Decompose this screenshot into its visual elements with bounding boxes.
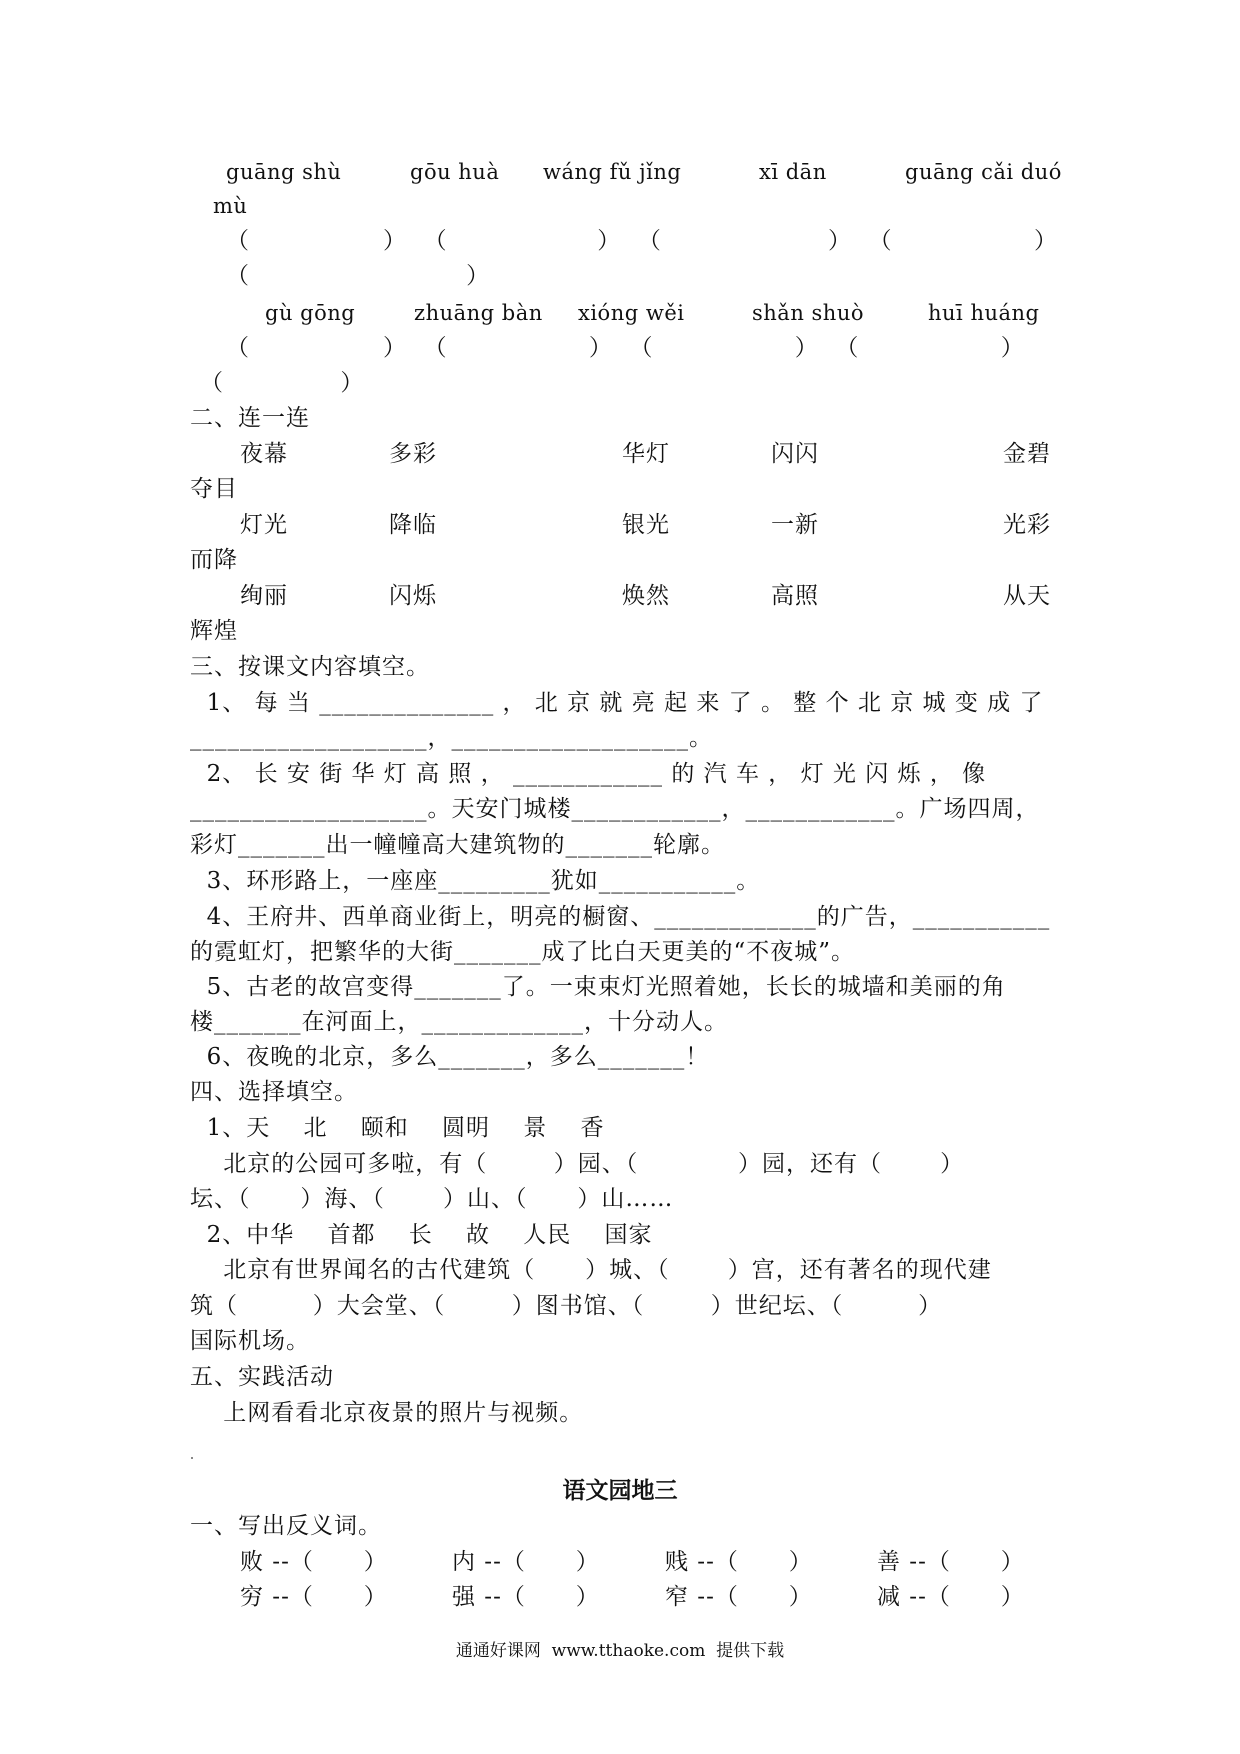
- fill-line: 6、夜晚的北京，多么_______，多么_______！: [190, 1044, 710, 1070]
- match-word: 金碧: [1003, 441, 1051, 467]
- antonym-item: 强 --（ ）: [452, 1584, 600, 1610]
- antonym-item: 败 --（ ）: [240, 1549, 388, 1575]
- choice-line: 1、天 北 颐和 圆明 景 香: [190, 1115, 605, 1141]
- pinyin-huihuang: huī huáng: [928, 301, 1040, 325]
- choice-line: 坛、（ ）海、（ ）山、（ ）山……: [190, 1186, 674, 1212]
- fill-line: 5、古老的故宫变得_______了。一束束灯光照着她，长长的城墙和美丽的角: [190, 974, 1006, 1000]
- antonym-item: 穷 --（ ）: [240, 1584, 388, 1610]
- answer-brackets-row1: （ ） （ ） （ ） （ ）: [226, 228, 1058, 254]
- match-word: 闪闪: [771, 441, 819, 467]
- footer-credit: 通通好课网 www.tthaoke.com 提供下载: [455, 1641, 785, 1661]
- pinyin-wangfujing: wáng fǔ jǐng: [543, 160, 682, 184]
- section2-heading: 二、连一连: [190, 405, 310, 431]
- answer-brackets-row2: （ ） （ ） （ ） （ ）: [226, 335, 1025, 361]
- match-word: 一新: [771, 512, 819, 538]
- pinyin-zhuangban: zhuāng bàn: [414, 301, 543, 325]
- fill-line: 4、王府井、西单商业街上，明亮的橱窗、_____________的广告，___________: [190, 904, 1051, 930]
- fill-line: 的霓虹灯，把繁华的大街_______成了比白天更美的“不夜城”。: [190, 939, 856, 965]
- match-word: 夜幕: [240, 441, 288, 467]
- pinyin-xiongwei: xióng wěi: [578, 301, 685, 325]
- choice-line: 筑（ ）大会堂、（ ）图书馆、（ ）世纪坛、（ ）: [190, 1293, 943, 1319]
- pinyin-xidan: xī dān: [759, 160, 827, 184]
- fill-line: 2、 长 安 街 华 灯 高 照 ， ____________ 的 汽 车 ， 灯 光 闪 烁 ， 像: [190, 761, 987, 787]
- choice-line: 国际机场。: [190, 1328, 310, 1354]
- antonym-item: 内 --（ ）: [452, 1549, 600, 1575]
- fill-line: 3、环形路上，一座座_________犹如___________。: [190, 868, 761, 894]
- match-word: 辉煌: [190, 618, 238, 644]
- fill-line: 彩灯_______出一幢幢高大建筑物的_______轮廓。: [190, 832, 725, 858]
- match-word: 高照: [771, 583, 819, 609]
- fill-line: ___________________，___________________。: [190, 725, 713, 751]
- answer-brackets-row2-tail: （ ）: [200, 370, 365, 396]
- choice-line: 北京有世界闻名的古代建筑（ ）城、（ ）宫，还有著名的现代建: [190, 1257, 992, 1283]
- choice-line: 2、中华 首都 长 故 人民 国家: [190, 1222, 653, 1248]
- match-word: 华灯: [622, 441, 670, 467]
- match-word: 灯光: [240, 512, 288, 538]
- match-word: 夺目: [190, 476, 238, 502]
- match-word: 银光: [622, 512, 670, 538]
- fill-line: 1、 每 当 ______________ ， 北 京 就 亮 起 来 了 。 整 个 北 京 城 变 成 了: [190, 690, 1044, 716]
- pinyin-gugong: gù gōng: [265, 301, 356, 325]
- match-word: 降临: [389, 512, 437, 538]
- fill-line: 楼_______在河面上，_____________，十分动人。: [190, 1009, 728, 1035]
- page-title: 语文园地三: [562, 1477, 678, 1504]
- match-word: 闪烁: [389, 583, 437, 609]
- match-word: 而降: [190, 547, 238, 573]
- match-word: 绚丽: [240, 583, 288, 609]
- match-word: 多彩: [389, 441, 437, 467]
- antonym-heading: 一、写出反义词。: [190, 1513, 382, 1539]
- section5-heading: 五、实践活动: [190, 1364, 334, 1390]
- stray-dot: [191, 1457, 193, 1459]
- pinyin-shanshuo: shǎn shuò: [752, 301, 864, 325]
- practice-text: 上网看看北京夜景的照片与视频。: [190, 1400, 584, 1426]
- antonym-item: 减 --（ ）: [877, 1584, 1025, 1610]
- pinyin-gouhua: gōu huà: [410, 160, 500, 184]
- antonym-item: 善 --（ ）: [877, 1549, 1025, 1575]
- match-word: 焕然: [622, 583, 670, 609]
- pinyin-guangshu: guāng shù: [226, 160, 342, 184]
- pinyin-mu: mù: [213, 194, 248, 218]
- antonym-item: 贱 --（ ）: [665, 1549, 813, 1575]
- antonym-item: 窄 --（ ）: [665, 1584, 813, 1610]
- match-word: 光彩: [1003, 512, 1051, 538]
- fill-line: ___________________。天安门城楼____________，____________。广场四周，: [190, 796, 1040, 822]
- section4-heading: 四、选择填空。: [190, 1079, 358, 1105]
- answer-brackets-row1-tail: （ ）: [226, 263, 491, 289]
- match-word: 从天: [1003, 583, 1051, 609]
- pinyin-guangcaiduo: guāng cǎi duó: [905, 160, 1062, 184]
- choice-line: 北京的公园可多啦，有（ ）园、（ ）园，还有（ ）: [190, 1151, 965, 1177]
- section3-heading: 三、按课文内容填空。: [190, 654, 430, 680]
